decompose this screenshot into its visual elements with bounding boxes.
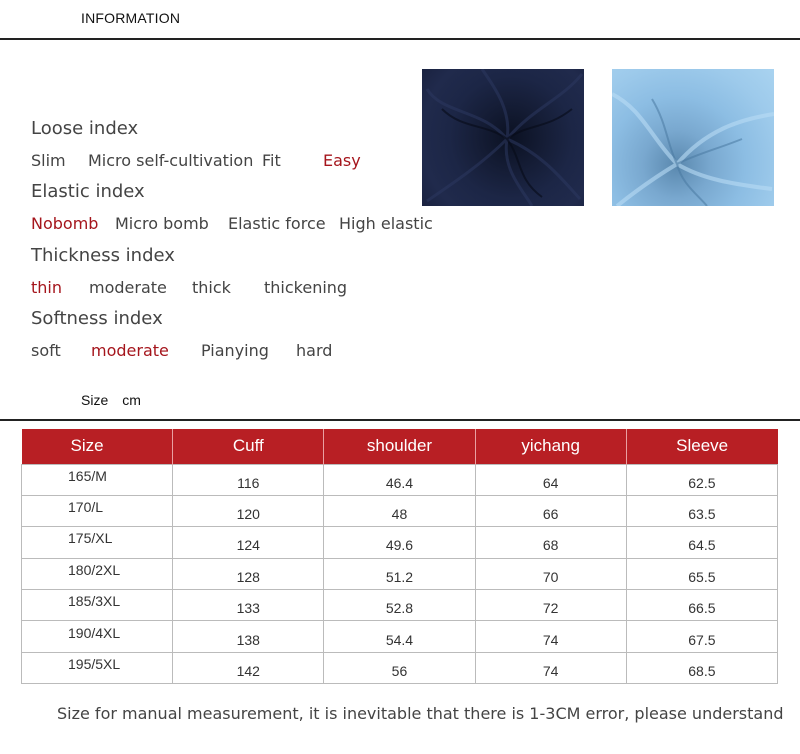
navy-fabric-image — [422, 69, 584, 206]
loose-index-heading: Loose index — [31, 118, 139, 139]
cell-sleeve: 68.5 — [626, 652, 777, 683]
cell-yichang: 74 — [475, 652, 626, 683]
softness-option-soft: soft — [31, 341, 61, 360]
cell-cuff: 128 — [173, 558, 324, 589]
cell-yichang: 70 — [475, 558, 626, 589]
cell-sleeve: 64.5 — [626, 527, 777, 558]
loose-option-easy: Easy — [323, 151, 361, 170]
softness-option-moderate: moderate — [91, 341, 169, 360]
thickness-index-heading: Thickness index — [31, 245, 175, 266]
top-divider — [0, 38, 800, 40]
cell-shoulder: 46.4 — [324, 464, 475, 495]
column-header-shoulder: shoulder — [324, 429, 475, 464]
table-row — [22, 527, 778, 558]
thickness-option-thickening: thickening — [264, 278, 348, 297]
elastic-option-high-elastic: High elastic — [339, 214, 433, 233]
column-header-sleeve: Sleeve — [626, 429, 777, 464]
cell-sleeve: 62.5 — [626, 464, 777, 495]
size-chart-table — [21, 429, 778, 684]
cell-cuff: 138 — [173, 621, 324, 652]
cell-yichang: 72 — [475, 590, 626, 621]
cell-sleeve: 67.5 — [626, 621, 777, 652]
thickness-option-thin: thin — [31, 278, 62, 297]
cell-size: 175/XL — [22, 527, 173, 558]
cell-sleeve: 66.5 — [626, 590, 777, 621]
cell-shoulder: 54.4 — [324, 621, 475, 652]
loose-option-slim: Slim — [31, 151, 66, 170]
cell-cuff: 133 — [173, 590, 324, 621]
softness-option-pianying: Pianying — [201, 341, 269, 360]
loose-option-micro-self-cultivation: Micro self-cultivation — [88, 151, 254, 170]
cell-yichang: 68 — [475, 527, 626, 558]
cell-shoulder: 48 — [324, 495, 475, 526]
table-row — [22, 558, 778, 589]
cell-yichang: 74 — [475, 621, 626, 652]
denim-fabric-image — [612, 69, 774, 206]
loose-option-fit: Fit — [262, 151, 281, 170]
cell-shoulder: 51.2 — [324, 558, 475, 589]
cell-sleeve: 63.5 — [626, 495, 777, 526]
elastic-option-nobomb: Nobomb — [31, 214, 99, 233]
unit-label: cm — [122, 392, 141, 408]
cell-cuff: 142 — [173, 652, 324, 683]
cell-shoulder: 49.6 — [324, 527, 475, 558]
cell-size: 165/M — [22, 464, 173, 495]
cell-cuff: 120 — [173, 495, 324, 526]
column-header-yichang: yichang — [475, 429, 626, 464]
cell-yichang: 66 — [475, 495, 626, 526]
measurement-note: Size for manual measurement, it is inevitable that there is 1-3CM error, please understand — [57, 704, 784, 723]
middle-divider — [0, 419, 800, 421]
cell-size: 190/4XL — [22, 621, 173, 652]
thickness-option-moderate: moderate — [89, 278, 167, 297]
cell-sleeve: 65.5 — [626, 558, 777, 589]
cell-shoulder: 56 — [324, 652, 475, 683]
elastic-index-heading: Elastic index — [31, 181, 145, 202]
column-header-size: Size — [22, 429, 173, 464]
cell-yichang: 64 — [475, 464, 626, 495]
thickness-option-thick: thick — [192, 278, 231, 297]
softness-option-hard: hard — [296, 341, 333, 360]
table-header-row — [22, 429, 778, 464]
cell-cuff: 124 — [173, 527, 324, 558]
softness-index-heading: Softness index — [31, 308, 163, 329]
cell-cuff: 116 — [173, 464, 324, 495]
cell-size: 170/L — [22, 495, 173, 526]
table-row — [22, 464, 778, 495]
elastic-option-micro-bomb: Micro bomb — [115, 214, 209, 233]
elastic-option-elastic-force: Elastic force — [228, 214, 326, 233]
cell-size: 185/3XL — [22, 590, 173, 621]
column-header-cuff: Cuff — [173, 429, 324, 464]
cell-shoulder: 52.8 — [324, 590, 475, 621]
table-row — [22, 495, 778, 526]
table-row — [22, 652, 778, 683]
size-label: Size — [81, 392, 109, 408]
size-unit-label — [81, 392, 155, 408]
cell-size: 195/5XL — [22, 652, 173, 683]
table-row — [22, 590, 778, 621]
cell-size: 180/2XL — [22, 558, 173, 589]
information-title: INFORMATION — [81, 10, 181, 26]
table-row — [22, 621, 778, 652]
